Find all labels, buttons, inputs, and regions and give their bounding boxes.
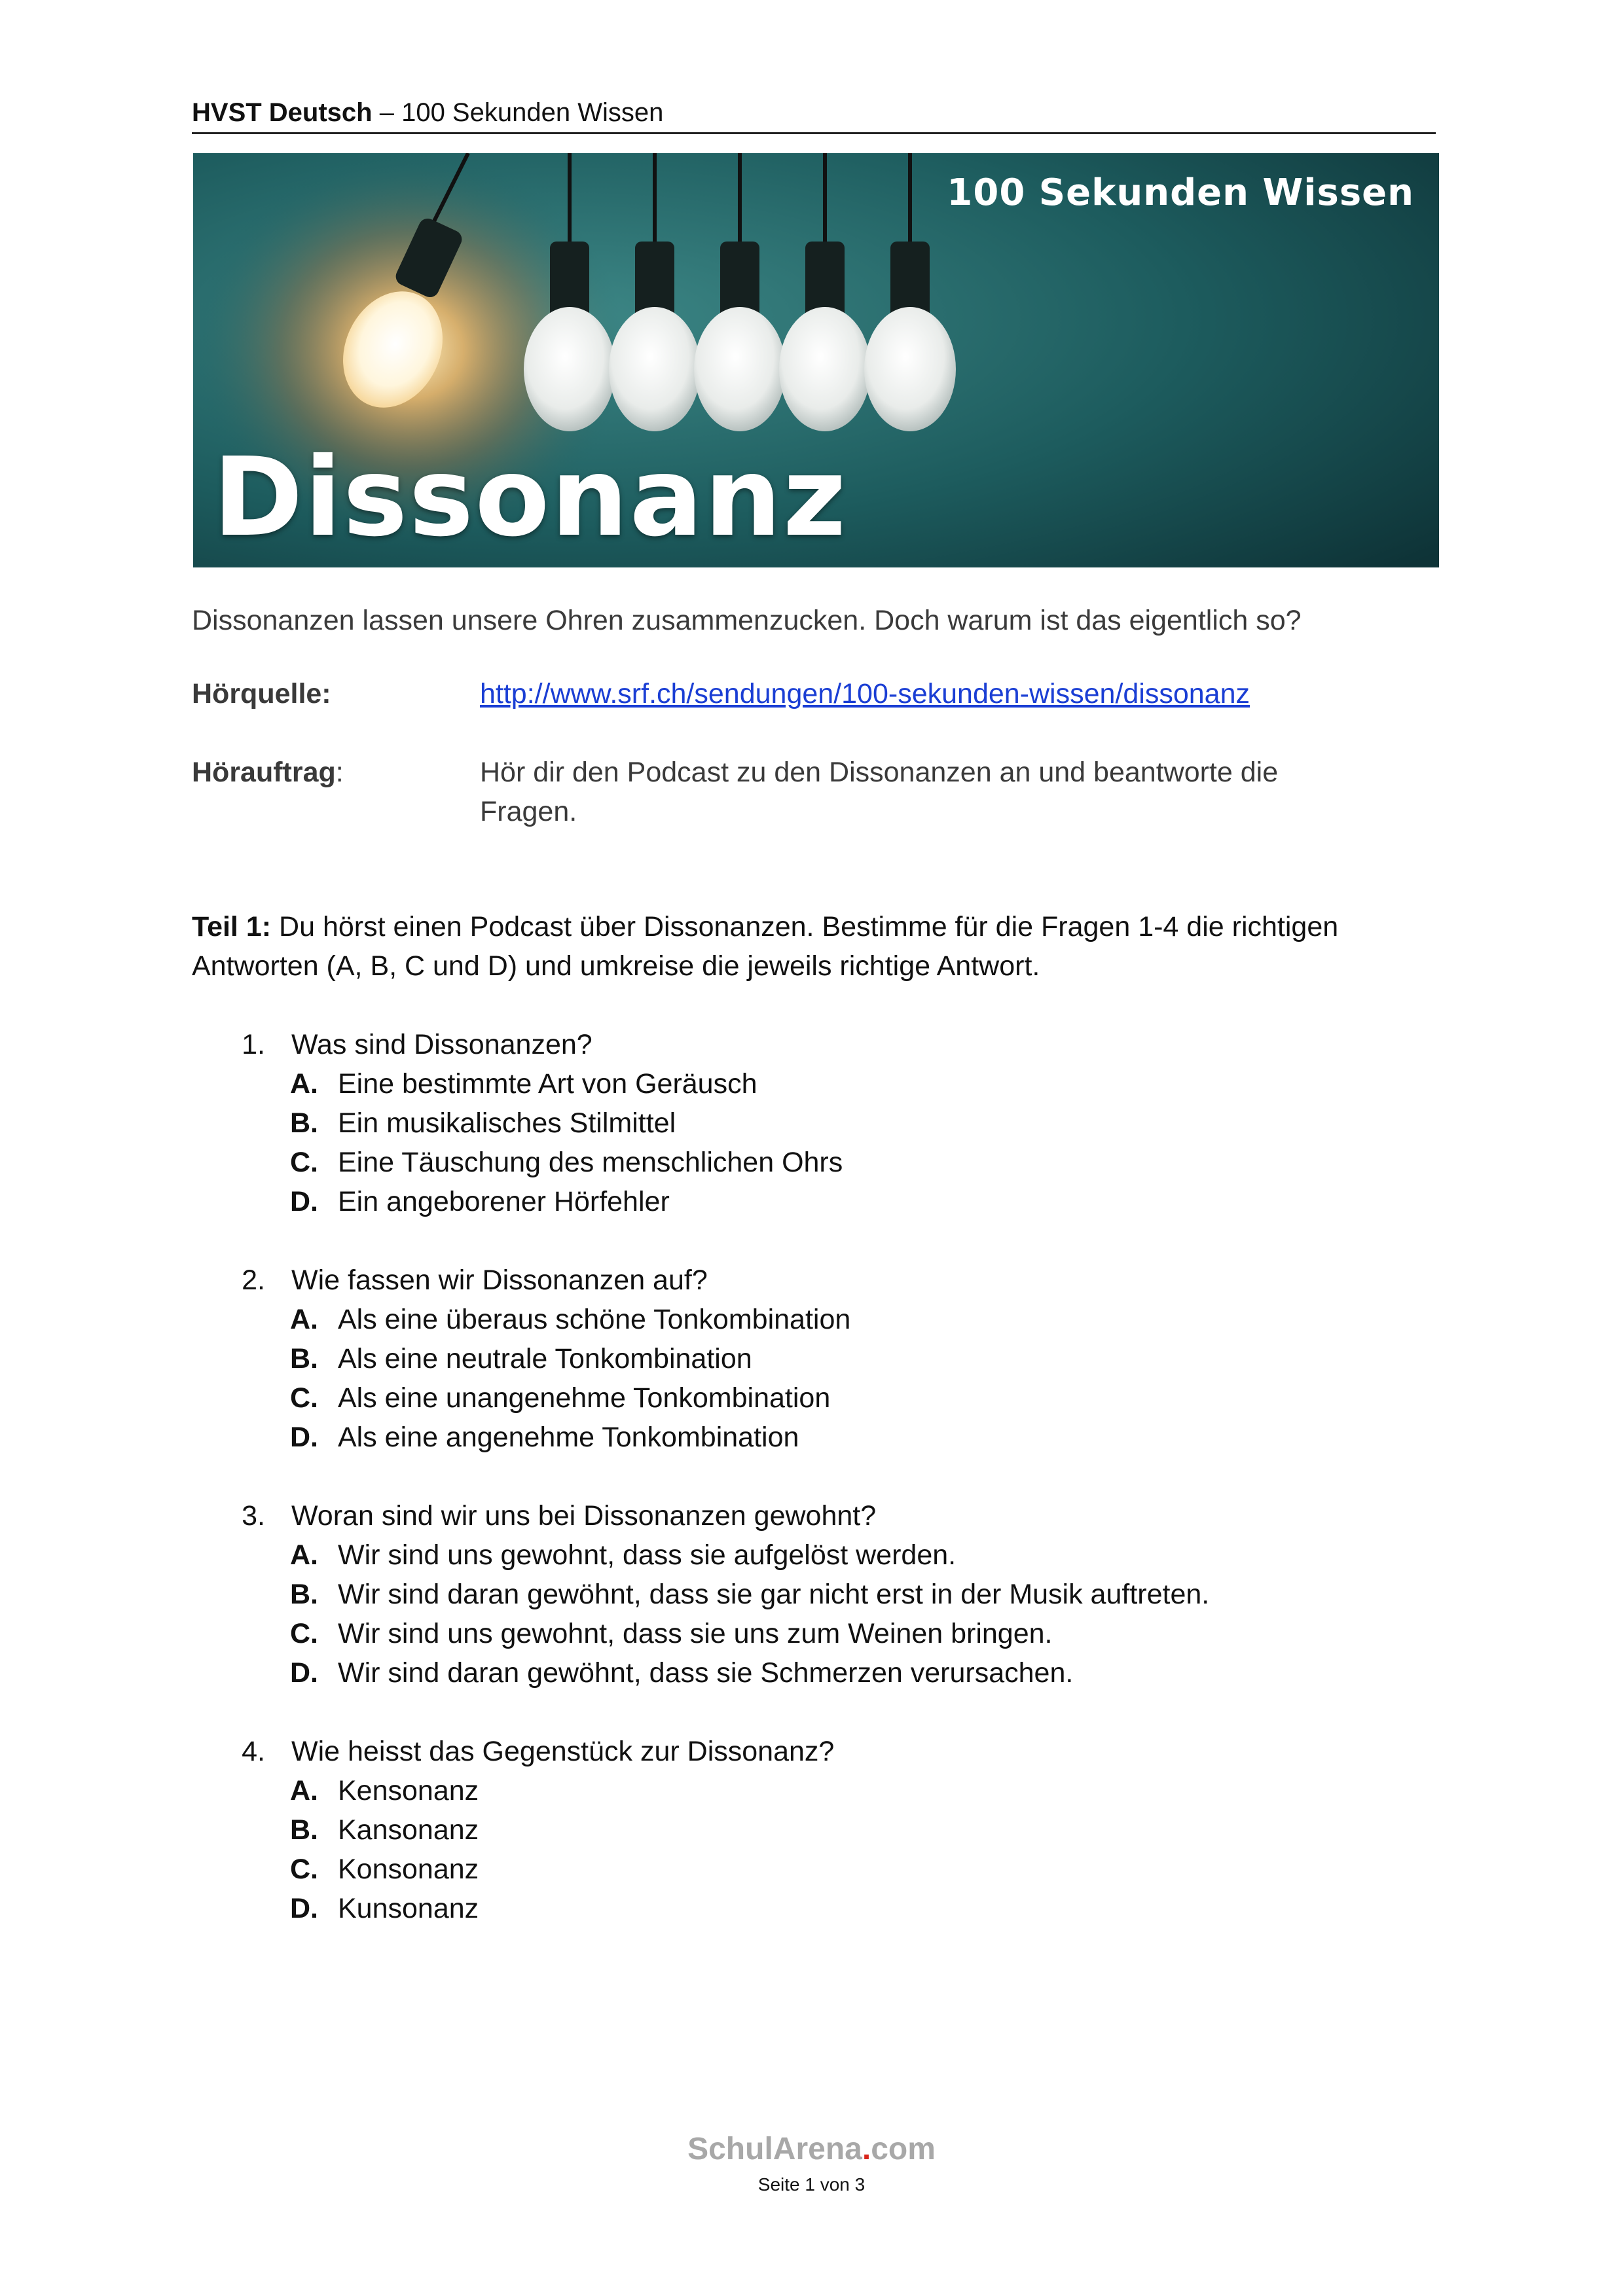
banner-image	[193, 153, 1439, 567]
footer-logo: SchulArena.com	[687, 2132, 936, 2166]
page-number: Seite 1 von 3	[757, 2174, 866, 2195]
header-subtitle: – 100 Sekunden Wissen	[372, 98, 664, 127]
part-label: Teil 1:	[192, 911, 272, 942]
task-label: Hörauftrag:	[192, 757, 344, 788]
source-label: Hörquelle:	[192, 678, 331, 709]
intro-text: Dissonanzen lassen unsere Ohren zusammenzucken. Doch warum ist das eigentlich so?	[192, 605, 1302, 636]
source-value	[480, 674, 1423, 713]
banner-title: Dissonanz	[213, 435, 848, 561]
banner-series-title: 100 Sekunden Wissen	[947, 171, 1414, 214]
page-header	[192, 96, 1436, 134]
part-instructions: Teil 1: Du hörst einen Podcast über Dissonanzen. Bestimme für die Fragen 1-4 die richtigen Antworten (A, B, C und D) und umkreise die jeweils richtige Antwort.	[192, 911, 1339, 982]
header-course: HVST Deutsch	[192, 98, 373, 127]
source-link[interactable]: http://www.srf.ch/sendungen/100-sekunden-wissen/dissonanz	[480, 678, 1250, 709]
task-text: Hör dir den Podcast zu den Dissonanzen an und beantworte die Fragen.	[480, 757, 1279, 827]
